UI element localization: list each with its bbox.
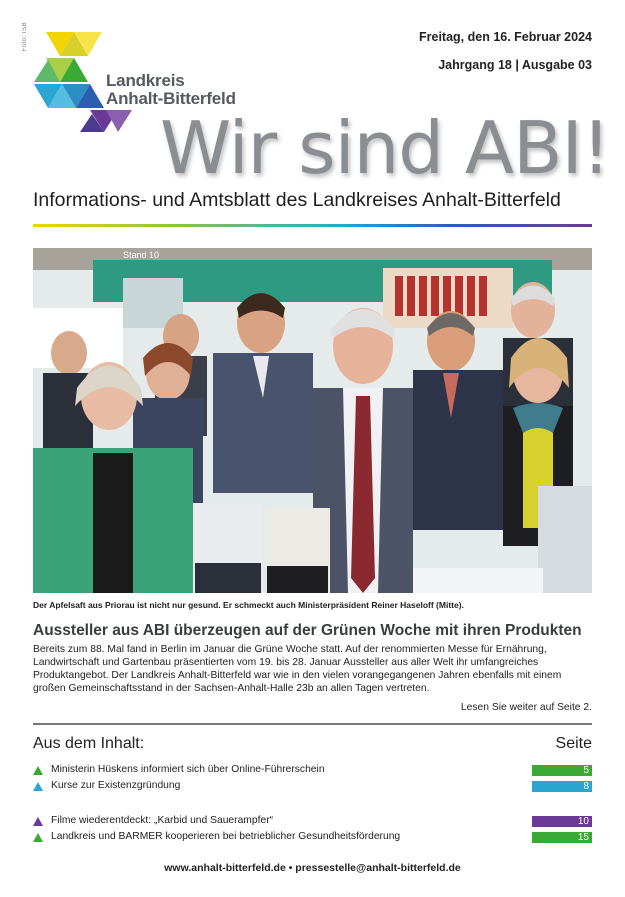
article-headline: Aussteller aus ABI überzeugen auf der Grünen Woche mit ihren Produkten (33, 622, 582, 639)
masthead-subtitle: Informations- und Amtsblatt des Landkreises Anhalt-Bitterfeld (33, 189, 561, 211)
toc-page-header: Seite (555, 735, 592, 752)
toc-item-label: Filme wiederentdeckt: „Karbid und Sauerampfer“ (51, 815, 274, 826)
toc-item-page: 5 (532, 765, 592, 776)
toc-item-page: 8 (532, 781, 592, 792)
photo-caption: Der Apfelsaft aus Priorau ist nicht nur gesund. Er schmeckt auch Ministerpräsident Reiner Haseloff (Mitte). (33, 600, 464, 610)
toc-item-page: 10 (532, 816, 592, 827)
article-body: Bereits zum 88. Mal fand in Berlin im Januar die Grüne Woche statt. Auf der renommierten Messe für Ernährung, Landwirtschaft und Gartenbau präsentierten vom 19. bis 28. Januar Aussteller aus aller Welt ihr umfangreiches Produktangebot. Der Landkreis Anhalt-Bitterfeld war wie in den vielen vorangegangenen Jahren ebenfalls mit einem großen Gemeinschaftsstand in der Sachsen-Anhalt-Halle 23b an allen Tagen vertreten. (33, 644, 562, 694)
triangle-icon (33, 817, 43, 826)
logo-wordmark: Landkreis Anhalt-Bitterfeld (106, 71, 236, 108)
toc-item[interactable] (33, 780, 592, 794)
continue-link[interactable]: Lesen Sie weiter auf Seite 2. (460, 702, 592, 713)
masthead-title: Wir sind ABI! (160, 106, 610, 190)
triangle-icon (33, 782, 43, 791)
toc-item-label: Landkreis und BARMER kooperieren bei betrieblicher Gesundheitsförderung (51, 831, 401, 842)
toc-item-label: Kurse zur Existenzgründung (51, 780, 181, 791)
issue-date: Freitag, den 16. Februar 2024 (419, 30, 592, 44)
issue-number: Jahrgang 18 | Ausgabe 03 (438, 58, 592, 72)
rainbow-divider (33, 224, 592, 227)
triangle-icon (33, 766, 43, 775)
toc-item[interactable] (33, 831, 592, 845)
triangle-icon (33, 833, 43, 842)
toc-item[interactable] (33, 764, 592, 778)
toc-title: Aus dem Inhalt: (33, 735, 145, 752)
toc-divider (33, 723, 592, 725)
toc-item-page: 15 (532, 832, 592, 843)
toc-item-label: Ministerin Hüskens informiert sich über Online-Führerschein (51, 764, 325, 775)
booth-sign: Stand 10 (123, 250, 160, 260)
cover-photo-illustration (33, 248, 592, 593)
footer-contact[interactable]: www.anhalt-bitterfeld.de • pressestelle@anhalt-bitterfeld.de (164, 862, 461, 874)
photo-credit: Foto: ISB (22, 22, 28, 52)
toc-item[interactable] (33, 815, 592, 829)
cover-photo (33, 248, 592, 593)
